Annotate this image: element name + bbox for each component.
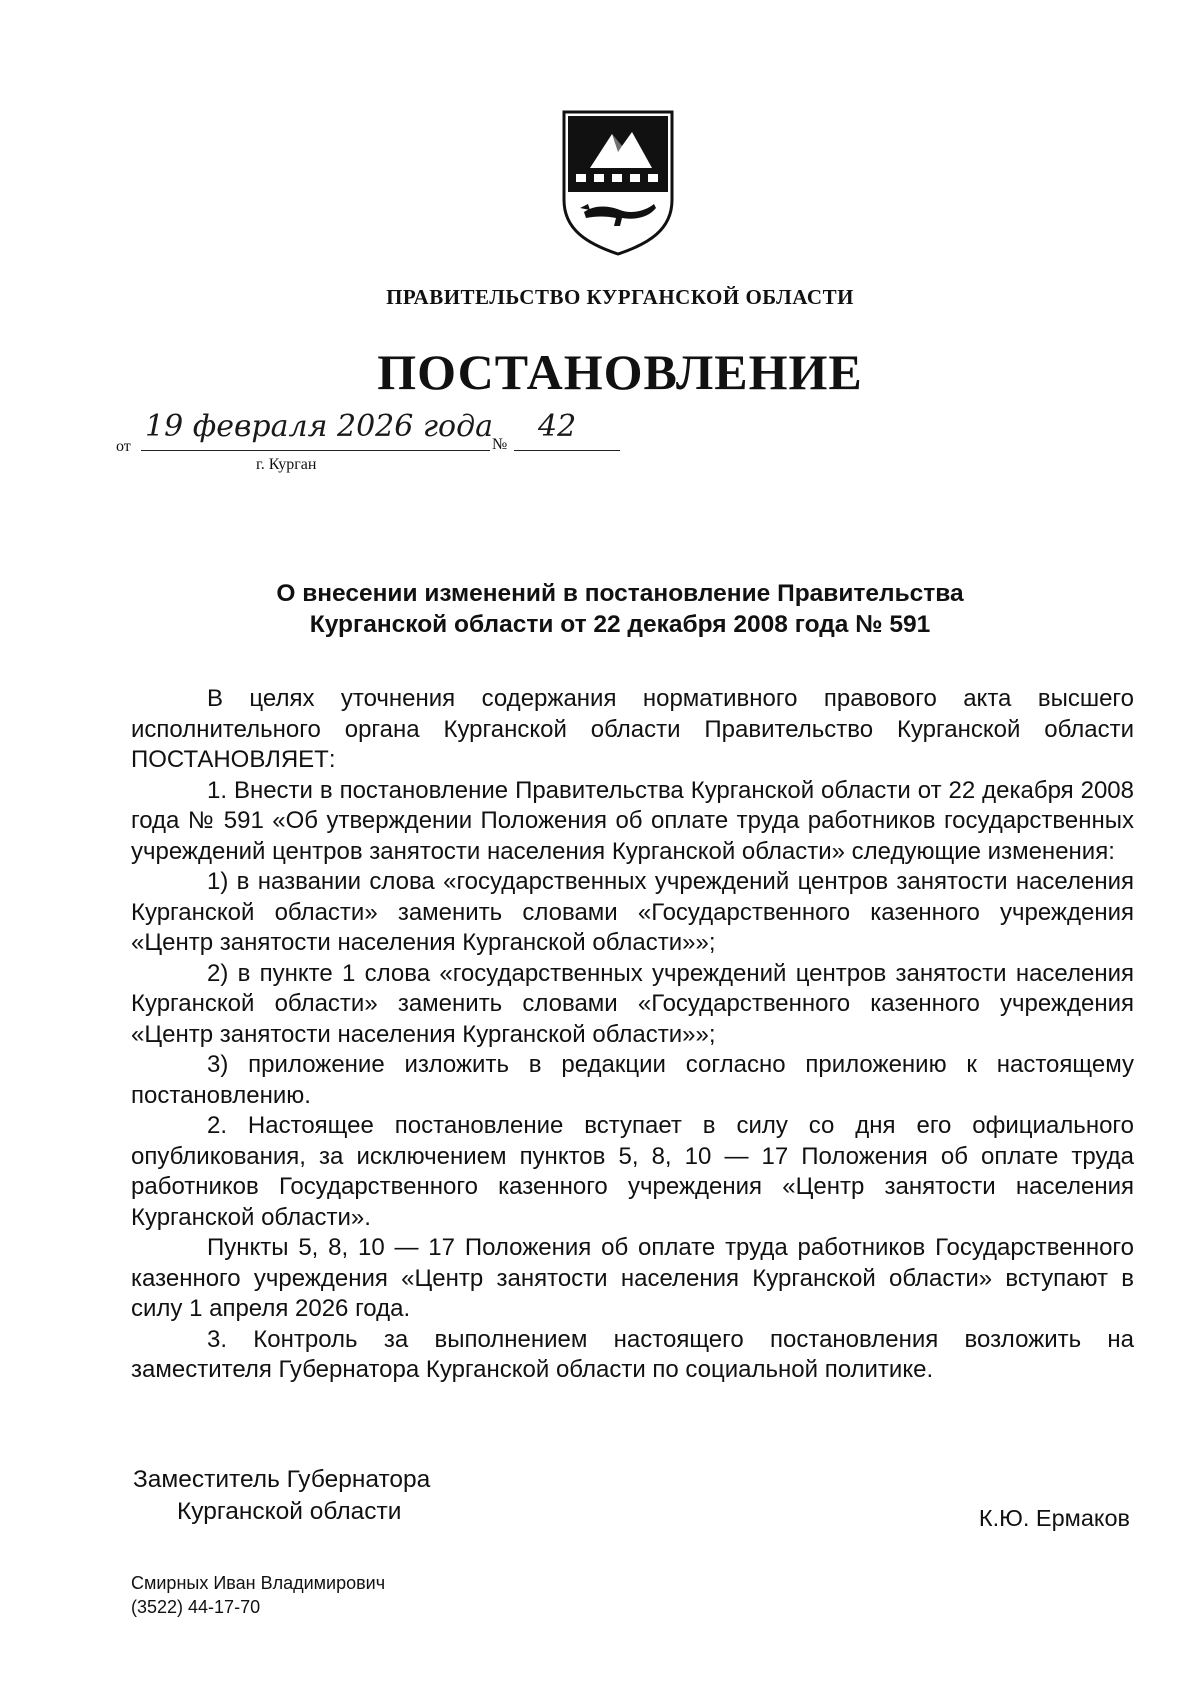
paragraph-subitem-1: 1) в названии слова «государственных учреждений центров занятости населения Курганской области» заменить словами «Государственного казенного учреждения «Центр занятости населения Курганской области»»; [131, 868, 1134, 956]
paragraph-item-3: 3. Контроль за выполнением настоящего постановления возложить на заместителя Губернатора Курганской области по социальной политике. [131, 1325, 1134, 1383]
date-underline [141, 450, 490, 451]
city-label: г. Курган [256, 456, 317, 473]
title-line-1: О внесении изменений в постановление Правительства [276, 580, 964, 607]
number-underline [514, 450, 620, 451]
signer-position-line-1: Заместитель Губернатора [133, 1466, 431, 1493]
document-body [131, 684, 1134, 1386]
title-line-2: Курганской области от 22 декабря 2008 года № 591 [309, 611, 931, 638]
document-type-heading: ПОСТАНОВЛЕНИЕ [377, 344, 863, 400]
signer-name: К.Ю. Ермаков [978, 1505, 1130, 1531]
date-prefix: от [116, 438, 131, 455]
contact-phone: (3522) 44-17-70 [131, 1597, 261, 1617]
contact-name: Смирных Иван Владимирович [131, 1573, 386, 1593]
paragraph-item-2: 2. Настоящее постановление вступает в силу со дня его официального опубликования, за исключением пунктов 5, 8, 10 — 17 Положения об оплате труда работников Государственного казенного учреждения «Центр занятости населения Курганской области». [131, 1112, 1134, 1231]
organization-name: ПРАВИТЕЛЬСТВО КУРГАНСКОЙ ОБЛАСТИ [386, 285, 854, 309]
signer-position-line-2: Курганской области [177, 1498, 402, 1525]
paragraph-subitem-3: 3) приложение изложить в редакции согласно приложению к настоящему постановлению. [131, 1051, 1134, 1109]
date-handwritten: 19 февраля 2026 года [145, 409, 494, 444]
number-prefix: № [492, 436, 508, 453]
paragraph-subitem-2: 2) в пункте 1 слова «государственных учреждений центров занятости населения Курганской области» заменить словами «Государственного казенного учреждения «Центр занятости населения Курганской области»»; [131, 959, 1134, 1048]
document-title [0, 578, 1200, 640]
kurgan-region-coat-of-arms-icon [560, 108, 676, 256]
number-handwritten: 42 [538, 409, 577, 444]
paragraph-item-1: 1. Внести в постановление Правительства Курганской области от 22 декабря 2008 года № 591 «Об утверждении Положения об оплате труда работников государственных учреждений центров занятости населения Курганской области» следующие изменения: [131, 776, 1134, 865]
paragraph-item-2-note: Пункты 5, 8, 10 — 17 Положения об оплате труда работников Государственного казенного учреждения «Центр занятости населения Курганской области» вступают в силу 1 апреля 2026 года. [131, 1234, 1134, 1322]
paragraph-preamble: В целях уточнения содержания нормативного правового акта высшего исполнительного органа Курганской области Правительство Курганской области ПОСТАНОВЛЯЕТ: [131, 685, 1134, 773]
